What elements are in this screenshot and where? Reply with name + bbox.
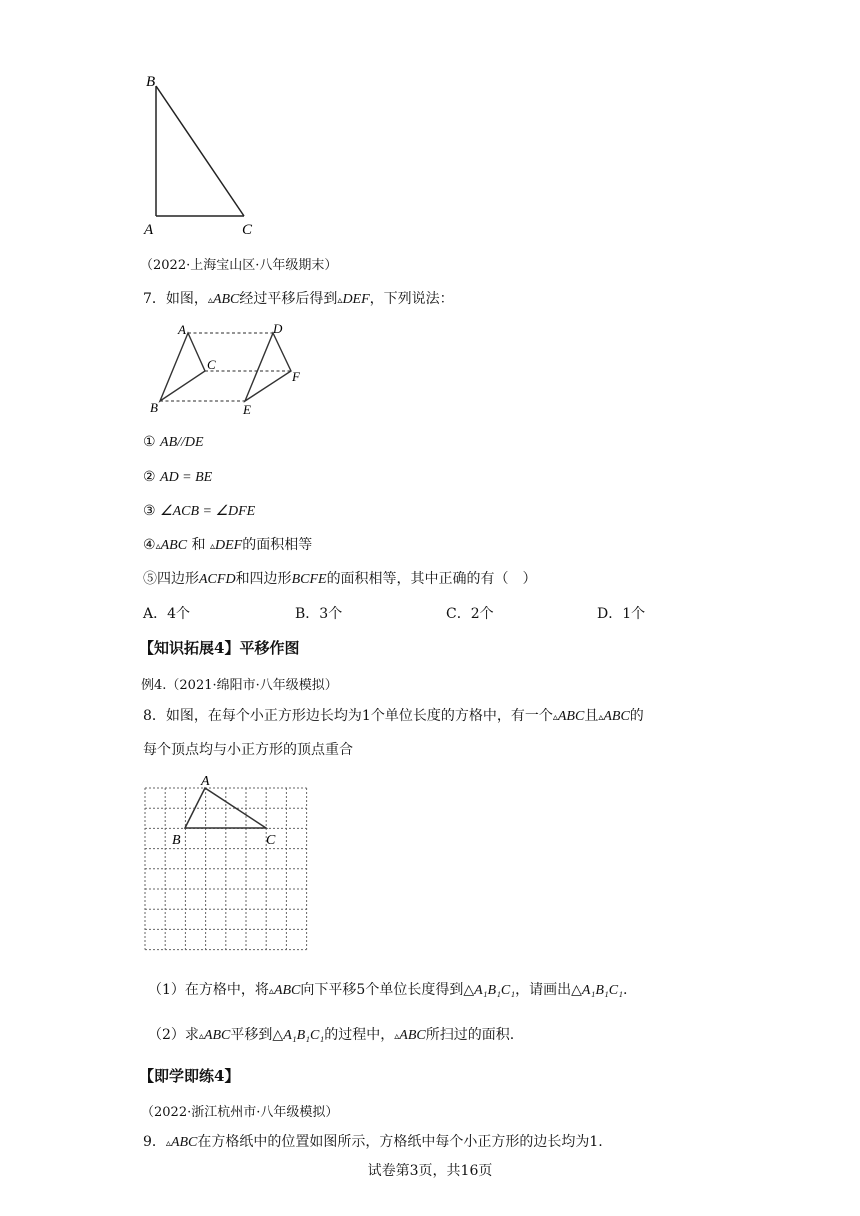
question-number: 7． <box>143 291 166 307</box>
top-triangle-figure <box>140 70 260 240</box>
option-b[interactable]: B．3个 <box>295 606 343 622</box>
grid-label-c: C <box>266 833 276 848</box>
q7-text-b: 经过平移后得到 <box>239 291 338 307</box>
q7-text: 如图， <box>165 291 208 307</box>
source-q9: （2022·浙江杭州市·八年级模拟） <box>141 1105 339 1120</box>
statement-mark: ③ <box>143 503 156 519</box>
grid-figure <box>140 772 315 954</box>
q8-text: 且 <box>584 708 599 724</box>
triangle-symbol: ▵ <box>155 541 161 552</box>
q8-text: 如图，在每个小正方形边长均为1个单位长度的方格中，有一个 <box>165 708 553 724</box>
math-abc: ABC <box>160 538 188 553</box>
question-number: 9． <box>143 1134 166 1150</box>
statement-math: ∠ACB = ∠DFE <box>160 504 256 519</box>
triangle-symbol: ▵ <box>165 1138 171 1149</box>
option-a[interactable]: A．4个 <box>143 606 191 622</box>
triangle-symbol: ▵ <box>198 1031 204 1042</box>
side-bc <box>156 86 244 216</box>
math-abc: ABC <box>170 1135 198 1150</box>
statement-math: AB//DE <box>160 435 204 450</box>
triangle-symbol: ▵ <box>209 541 215 552</box>
fig-label-d: D <box>273 321 283 336</box>
triangle-symbol: ▵ <box>552 712 558 723</box>
statement-4 <box>143 535 312 557</box>
triangle-symbol: ▵ <box>394 1031 400 1042</box>
section-heading: 【知识拓展4】平移作图 <box>139 639 300 657</box>
sub-question-2: （2）求▵ABC平移到△A₁B₁C₁的过程中，▵ABC所扫过的面积. <box>148 1027 515 1043</box>
source-q7: （2022·上海宝山区·八年级期末） <box>140 258 338 273</box>
statement-text: 的面积相等，其中正确的有（ ） <box>326 571 537 587</box>
triangle-abc <box>160 333 205 401</box>
question-8-line-1 <box>143 706 644 728</box>
math-def: DEF <box>342 292 370 307</box>
statement-5 <box>143 569 537 590</box>
math-bcfe: BCFE <box>291 572 327 587</box>
triangle-symbol: ▵ <box>598 712 604 723</box>
statement-3 <box>143 501 255 522</box>
q7-text-c: ，下列说法： <box>369 291 454 307</box>
statement-text: 四边形 <box>157 571 199 587</box>
triangle-symbol: ▵ <box>207 295 213 306</box>
triangle-def <box>245 333 291 401</box>
triangle-symbol: ▵ <box>337 295 343 306</box>
statement-math: AD = BE <box>160 470 213 485</box>
fig-label-c: C <box>207 357 216 372</box>
page-footer: 试卷第3页，共16页 <box>367 1163 493 1179</box>
statement-text: 的面积相等 <box>242 537 313 553</box>
math-abc: ABC <box>203 1028 231 1043</box>
option-c[interactable]: C．2个 <box>446 606 494 622</box>
grid-label-a: A <box>201 774 210 789</box>
fig-label-a: A <box>178 322 186 337</box>
statement-text: 和 <box>191 537 206 553</box>
math-a1b1c1: A₁B₁C₁ <box>474 983 516 998</box>
sub-question-1: （1）在方格中，将▵ABC向下平移5个单位长度得到△A₁B₁C₁，请画出△A₁B₁C₁. <box>148 982 628 998</box>
label-b: B <box>146 74 156 90</box>
math-abc: ABC <box>273 983 301 998</box>
math-a1b1c1: A₁B₁C₁ <box>283 1028 325 1043</box>
math-abc: ABC <box>557 709 585 724</box>
label-a: A <box>144 222 154 238</box>
question-9 <box>143 1132 603 1154</box>
statement-2 <box>143 467 212 488</box>
question-7 <box>143 289 454 311</box>
question-number: 8． <box>143 708 166 724</box>
statement-mark: ⑤ <box>143 571 157 587</box>
label-c: C <box>242 222 253 238</box>
statement-text: 和四边形 <box>235 571 292 587</box>
math-def: DEF <box>214 538 243 553</box>
practice-heading: 【即学即练4】 <box>139 1067 240 1085</box>
translation-figure <box>145 318 315 420</box>
math-a1b1c1: A₁B₁C₁ <box>581 983 623 998</box>
triangle-symbol: ▵ <box>268 986 274 997</box>
statement-mark: ② <box>143 469 156 485</box>
fig-label-b: B <box>150 400 158 415</box>
math-abc: ABC <box>212 292 240 307</box>
question-8-line-2: 每个顶点均与小正方形的顶点重合 <box>143 742 353 758</box>
q9-text: 在方格纸中的位置如图所示，方格纸中每个小正方形的边长均为1. <box>197 1134 603 1150</box>
fig-label-e: E <box>243 402 251 417</box>
statement-mark: ① <box>143 434 156 450</box>
math-abc: ABC <box>603 709 630 724</box>
fig-label-f: F <box>292 369 300 384</box>
option-d[interactable]: D．1个 <box>597 606 646 622</box>
grid-label-b: B <box>172 833 181 848</box>
statement-1 <box>143 432 204 453</box>
math-abc: ABC <box>399 1028 426 1043</box>
example-line: 例4.（2021·绵阳市·八年级模拟） <box>141 678 338 693</box>
statement-mark: ④ <box>143 537 156 553</box>
math-acfd: ACFD <box>199 572 236 587</box>
q8-text: 的 <box>629 708 644 724</box>
